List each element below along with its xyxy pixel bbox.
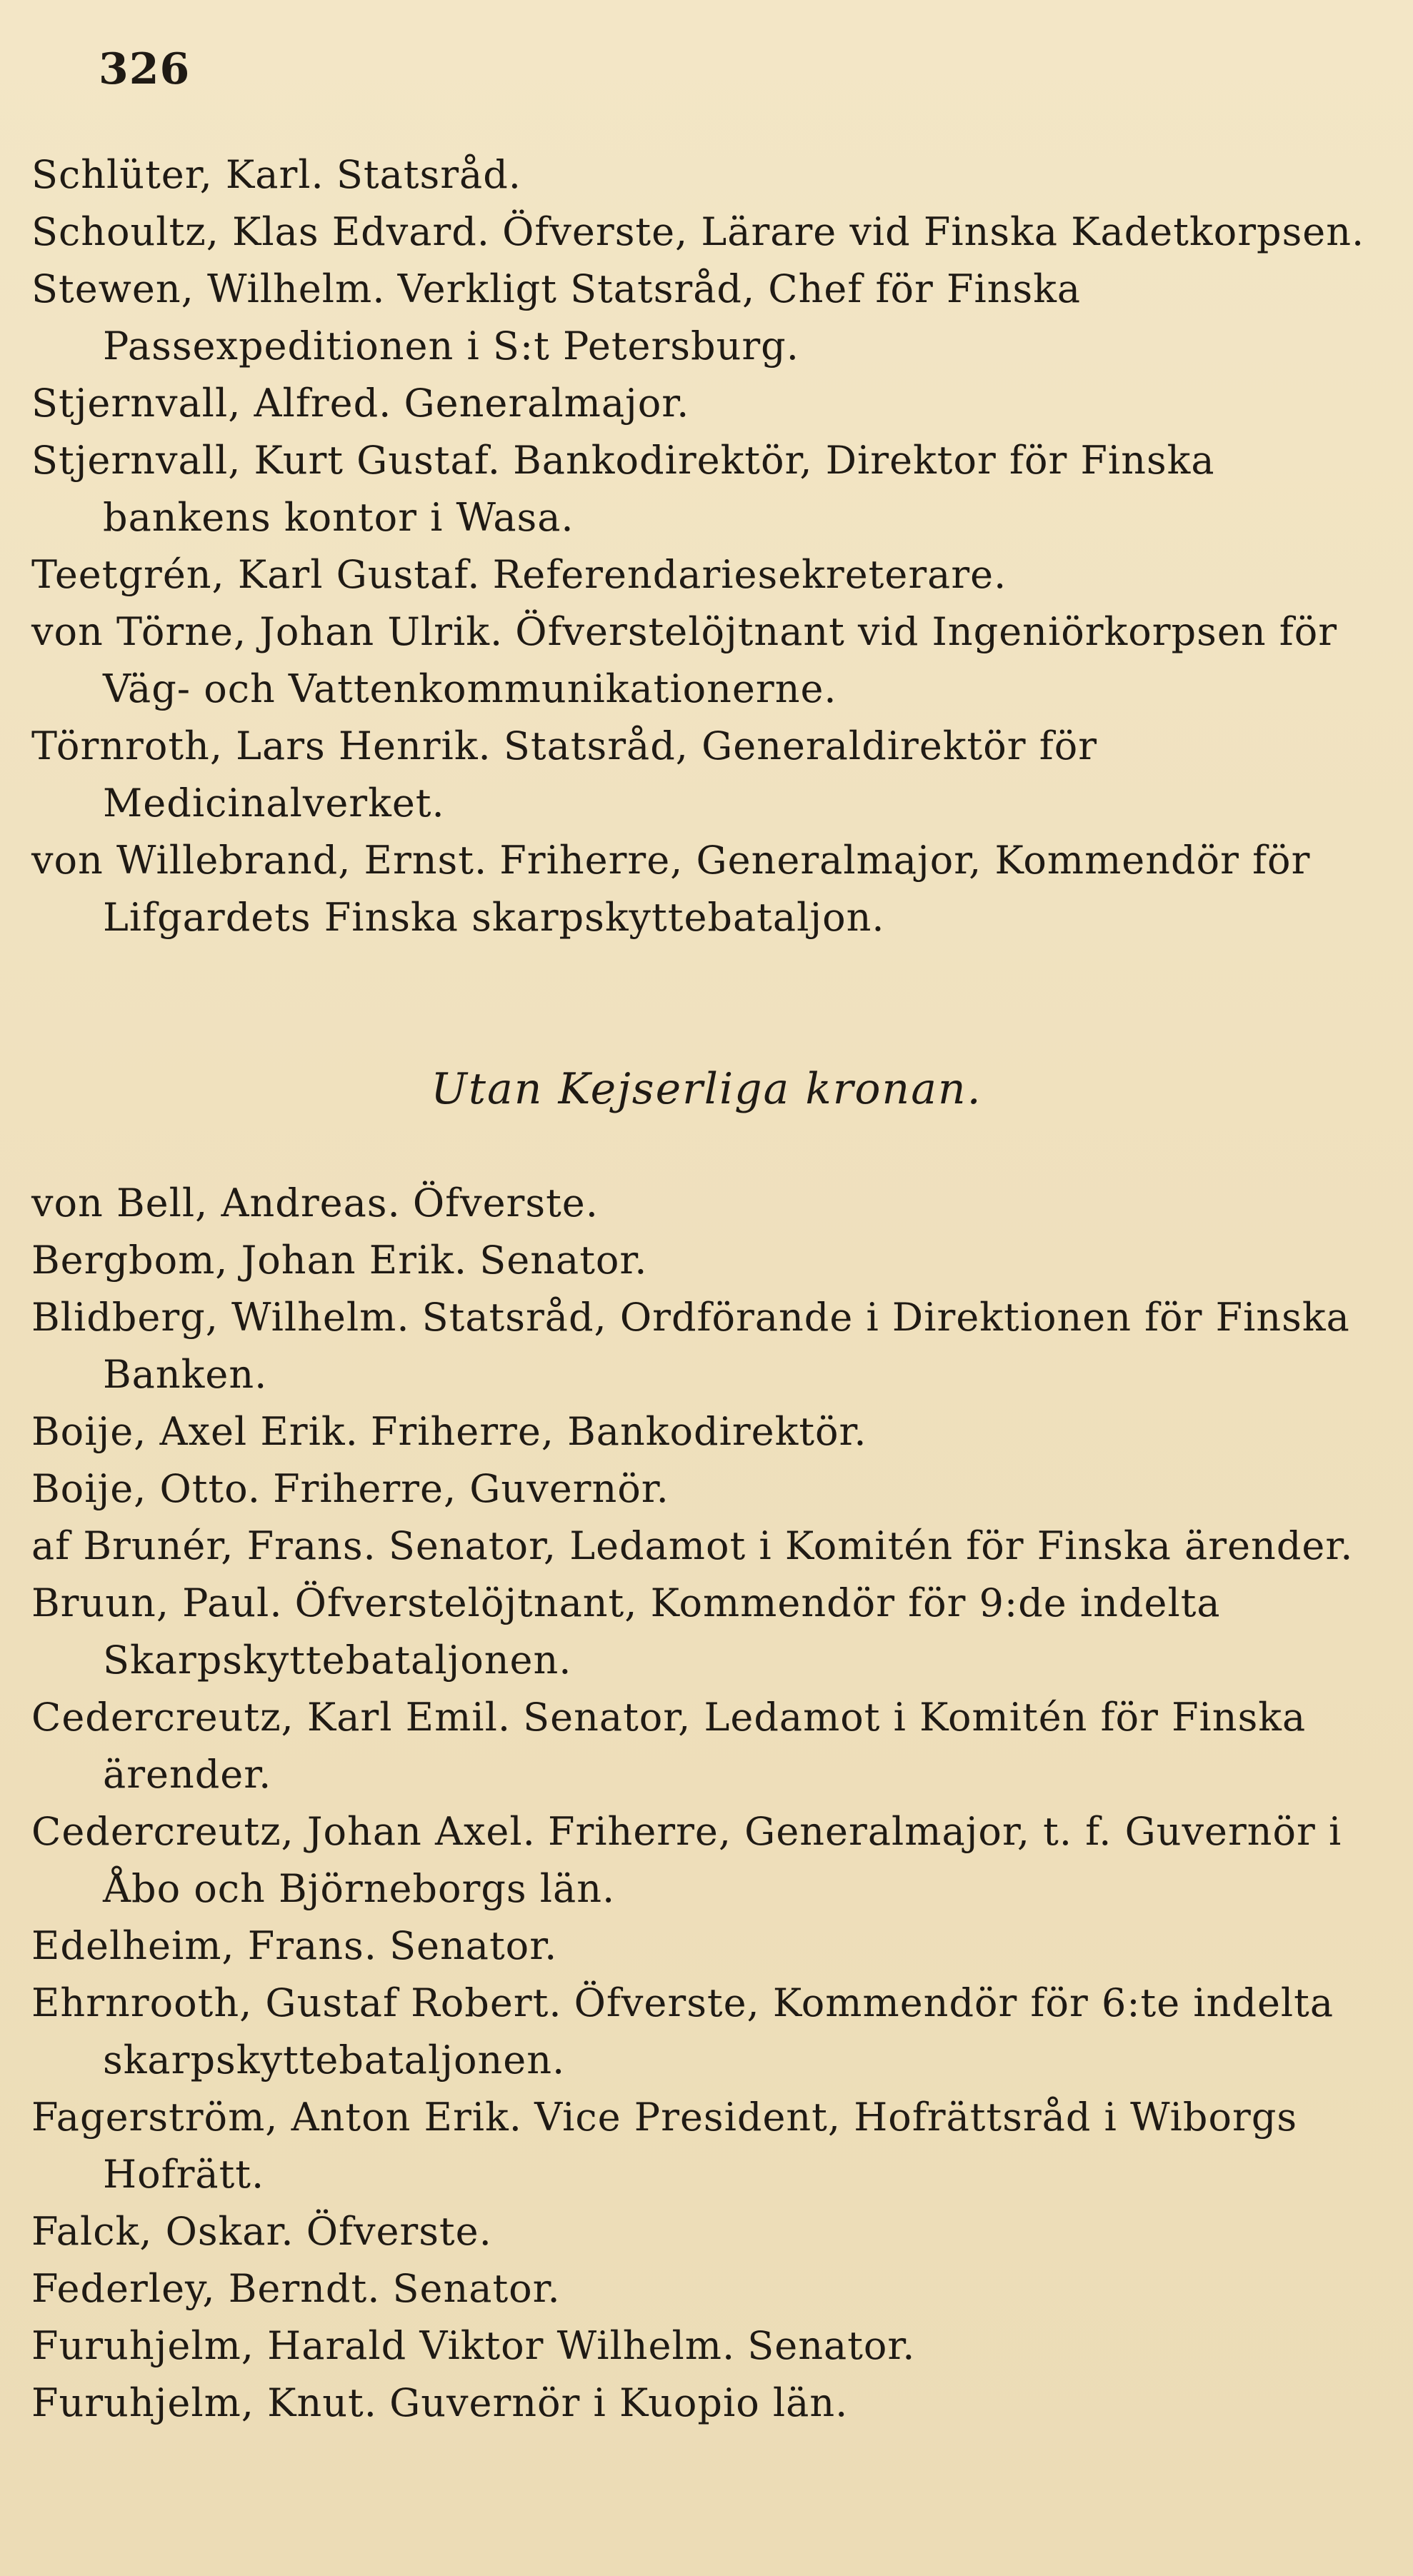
- entry-name: von Törne, Johan Ulrik.: [31, 609, 504, 654]
- entry-description: Öfverstelöjtnant vid Ingeniörkorpsen för Väg- och Vattenkommunikationerne.: [103, 609, 1338, 711]
- entry-name: Stjernvall, Kurt Gustaf.: [31, 438, 501, 483]
- entry-name: Schoultz, Klas Edvard.: [31, 209, 490, 254]
- entry-description: Öfverste.: [412, 1181, 599, 1226]
- entry-description: Friherre, Guvernör.: [273, 1466, 669, 1511]
- list-item: [31, 2203, 1370, 2260]
- entry-name: Ehrnrooth, Gustaf Robert.: [31, 1980, 562, 2025]
- entry-description: Senator.: [389, 1923, 558, 1968]
- list-item: [31, 1575, 1370, 1689]
- list-item: [31, 1803, 1370, 1918]
- entry-name: Törnroth, Lars Henrik.: [31, 723, 491, 768]
- entry-description: Öfverstelöjtnant, Kommendör för 9:de indelta Skarpskyttebataljonen.: [103, 1580, 1221, 1683]
- list-item: [31, 1689, 1370, 1803]
- list-item: [31, 1975, 1370, 2089]
- entry-description: Senator, Ledamot i Komitén för Finska ärender.: [388, 1523, 1354, 1568]
- entry-description: Senator.: [479, 1238, 648, 1283]
- entry-description: Friherre, Bankodirektör.: [370, 1409, 867, 1454]
- entry-description: Generalmajor.: [404, 381, 690, 426]
- entry-name: Boije, Otto.: [31, 1466, 261, 1511]
- entry-name: Federley, Berndt.: [31, 2266, 381, 2311]
- entry-description: Senator.: [392, 2266, 561, 2311]
- list-item: [31, 546, 1370, 603]
- entry-name: Falck, Oskar.: [31, 2209, 294, 2254]
- list-item: [31, 432, 1370, 546]
- entry-description: Referendariesekreterare.: [492, 552, 1007, 597]
- entry-name: Bruun, Paul.: [31, 1580, 283, 1625]
- entry-name: Stjernvall, Alfred.: [31, 381, 392, 426]
- list-item: [31, 1460, 1370, 1518]
- entry-name: von Willebrand, Ernst.: [31, 838, 488, 883]
- entry-description: Vice President, Hofrättsråd i Wiborgs Hofrätt.: [103, 2095, 1298, 2197]
- list-item: [31, 1403, 1370, 1460]
- entry-name: Boije, Axel Erik.: [31, 1409, 359, 1454]
- page-number: 326: [99, 44, 191, 94]
- entry-description: Friherre, Generalmajor, Kommendör för Lifgardets Finska skarpskyttebataljon.: [103, 838, 1311, 940]
- section-list-2: [31, 1175, 1370, 2432]
- list-item: [31, 1289, 1370, 1403]
- entry-name: Edelheim, Frans.: [31, 1923, 377, 1968]
- entry-description: Öfverste.: [306, 2209, 492, 2254]
- entry-description: Verkligt Statsråd, Chef för Finska Passexpeditionen i S:t Petersburg.: [103, 266, 1082, 369]
- list-item: [31, 375, 1370, 432]
- list-item: [31, 1918, 1370, 1975]
- list-item: [31, 1175, 1370, 1232]
- list-item: [31, 1518, 1370, 1575]
- entry-name: Teetgrén, Karl Gustaf.: [31, 552, 481, 597]
- section-list-1: [31, 146, 1370, 946]
- entry-description: Friherre, Generalmajor, t. f. Guvernör i Åbo och Björneborgs län.: [103, 1809, 1342, 1911]
- entry-description: Statsråd, Ordförande i Direktionen för Finska Banken.: [103, 1295, 1350, 1397]
- entry-name: von Bell, Andreas.: [31, 1181, 401, 1226]
- entry-name: Fagerström, Anton Erik.: [31, 2095, 522, 2140]
- entry-name: Bergbom, Johan Erik.: [31, 1238, 468, 1283]
- list-item: [31, 261, 1370, 375]
- entry-name: Furuhjelm, Knut.: [31, 2380, 377, 2425]
- entry-description: Öfverste, Lärare vid Finska Kadetkorpsen.: [502, 209, 1365, 254]
- entry-name: Furuhjelm, Harald Viktor Wilhelm.: [31, 2323, 736, 2368]
- list-item: [31, 718, 1370, 832]
- list-item: [31, 832, 1370, 946]
- entry-description: Statsråd.: [336, 152, 521, 197]
- list-item: [31, 2260, 1370, 2317]
- entry-name: Cedercreutz, Karl Emil.: [31, 1695, 511, 1740]
- entry-description: Öfverste, Kommendör för 6:te indelta skarpskyttebataljonen.: [103, 1980, 1334, 2083]
- entry-name: Schlüter, Karl.: [31, 152, 324, 197]
- section-heading: Utan Kejserliga kronan.: [431, 1064, 982, 1114]
- entry-description: Senator.: [747, 2323, 916, 2368]
- list-item: [31, 146, 1370, 204]
- list-item: [31, 603, 1370, 718]
- entry-description: Senator, Ledamot i Komitén för Finska ärender.: [103, 1695, 1307, 1797]
- entry-description: Guvernör i Kuopio län.: [389, 2380, 849, 2425]
- entry-name: Cedercreutz, Johan Axel.: [31, 1809, 536, 1854]
- entry-name: Blidberg, Wilhelm.: [31, 1295, 410, 1340]
- entry-description: Bankodirektör, Direktor för Finska bankens kontor i Wasa.: [103, 438, 1215, 540]
- list-item: [31, 2375, 1370, 2432]
- entry-name: af Brunér, Frans.: [31, 1523, 376, 1568]
- list-item: [31, 1232, 1370, 1289]
- list-item: [31, 204, 1370, 261]
- list-item: [31, 2089, 1370, 2203]
- list-item: [31, 2317, 1370, 2375]
- entry-name: Stewen, Wilhelm.: [31, 266, 386, 311]
- entry-description: Statsråd, Generaldirektör för Medicinalverket.: [103, 723, 1098, 826]
